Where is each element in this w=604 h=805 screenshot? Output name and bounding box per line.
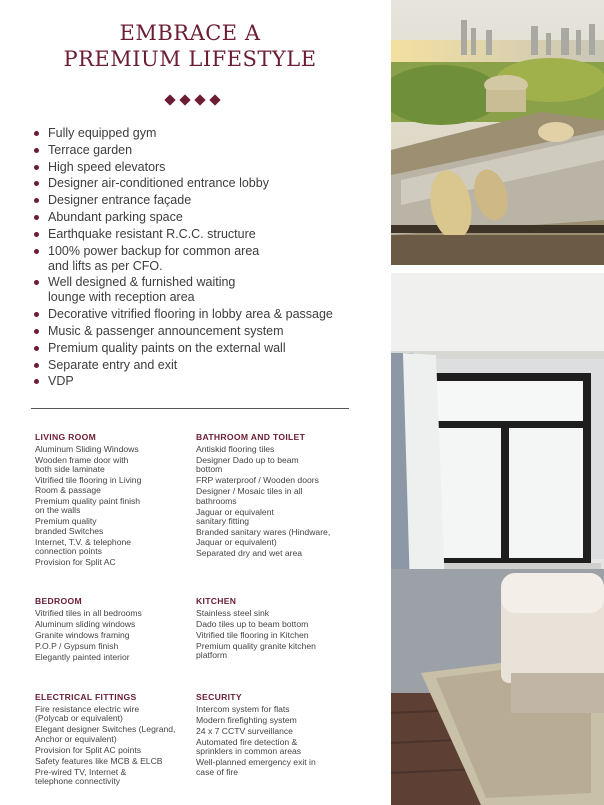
amenity-item: Decorative vitrified flooring in lobby area & passage	[30, 307, 375, 322]
spec-electrical	[35, 692, 185, 788]
terrace-photo	[391, 0, 604, 265]
spec-item: Designer / Mosaic tiles in all bathrooms	[196, 486, 303, 506]
spec-item: Intercom system for flats	[196, 704, 290, 714]
amenity-item: Well designed & furnished waiting lounge with reception area	[30, 275, 258, 305]
amenity-item: Designer entrance façade	[30, 193, 375, 208]
title-line-1: EMBRACE A	[119, 21, 261, 45]
amenities-list	[30, 126, 375, 391]
spec-item: Safety features like MCB & ELCB	[35, 755, 163, 766]
amenity-item: Designer air-conditioned entrance lobby	[30, 176, 375, 191]
amenity-item: Abundant parking space	[30, 210, 375, 225]
spec-item: FRP waterproof / Wooden doors	[196, 475, 319, 486]
spec-item: Provision for Split AC	[35, 557, 116, 568]
amenity-item: Separate entry and exit	[30, 358, 375, 373]
spec-item: Stainless steel sink	[196, 608, 270, 618]
spec-bedroom	[35, 596, 185, 664]
amenity-item: High speed elevators	[30, 160, 375, 175]
spec-item: Premium quality paint finish on the walls	[35, 495, 141, 516]
spec-item: Modern firefighting system	[196, 715, 297, 725]
spec-heading: BATHROOM AND TOILET	[196, 432, 306, 442]
spec-item: Aluminum sliding windows	[35, 619, 136, 629]
spec-heading: KITCHEN	[196, 596, 237, 606]
spec-item: Provision for Split AC points	[35, 744, 142, 755]
spec-item: Designer Dado up to beam bottom	[196, 455, 299, 475]
spec-bathroom	[196, 432, 356, 560]
spec-item: Internet, T.V. & telephone connection points	[35, 536, 132, 557]
amenity-item: Terrace garden	[30, 143, 375, 158]
amenity-item: 100% power backup for common area and lifts as per CFO.	[30, 244, 280, 274]
spec-item: P.O.P / Gypsum finish	[35, 641, 119, 651]
spec-item: Vitrified tile flooring in Kitchen	[196, 630, 309, 640]
amenity-item: VDP	[30, 374, 375, 389]
title-line-2: PREMIUM LIFESTYLE	[63, 47, 317, 71]
spec-kitchen	[196, 596, 356, 662]
page-title	[40, 20, 340, 72]
amenity-item: Earthquake resistant R.C.C. structure	[30, 227, 375, 242]
amenity-item: Fully equipped gym	[30, 126, 375, 141]
bedroom-photo	[391, 273, 604, 805]
section-divider	[31, 408, 349, 409]
spec-item: Separated dry and wet area	[196, 547, 303, 558]
spec-item: Vitrified tile flooring in Living Room & passage	[35, 475, 142, 495]
spec-item: Granite windows framing	[35, 630, 130, 640]
spec-item: Elegant designer Switches (Legrand, Anchor or equivalent)	[35, 724, 176, 744]
spec-item: Vitrified tiles in all bedrooms	[35, 608, 142, 618]
spec-heading: LIVING ROOM	[35, 432, 97, 442]
spec-item: Well-planned emergency exit in case of fire	[196, 757, 316, 777]
spec-heading: SECURITY	[196, 692, 242, 702]
spec-item: Elegantly painted interior	[35, 652, 130, 662]
spec-item: Jaguar or equivalent sanitary fitting	[196, 506, 274, 527]
spec-item: Dado tiles up to beam bottom	[196, 619, 309, 629]
amenity-item: Music & passenger announcement system	[30, 324, 375, 339]
spec-item: 24 x 7 CCTV surveillance	[196, 726, 293, 736]
spec-item: Antiskid flooring tiles	[196, 444, 275, 454]
spec-item: Aluminum Sliding Windows	[35, 444, 139, 454]
spec-item: Premium quality granite kitchen platform	[196, 641, 316, 661]
spec-item: Automated fire detection & sprinklers in common areas	[196, 737, 302, 757]
spec-living-room	[35, 432, 175, 569]
spec-item: Fire resistance electric wire (Polycab or equivalent)	[35, 704, 140, 724]
spec-heading: ELECTRICAL FITTINGS	[35, 692, 137, 702]
spec-heading: BEDROOM	[35, 596, 82, 606]
amenity-item: Premium quality paints on the external wall	[30, 341, 375, 356]
spec-security	[196, 692, 356, 779]
spec-item: Wooden frame door with both side laminate	[35, 455, 129, 475]
diamond-ornament	[162, 93, 232, 107]
spec-item: Premium quality branded Switches	[35, 516, 104, 536]
spec-item: Pre-wired TV, Internet & telephone connectivity	[35, 766, 127, 787]
spec-item: Branded sanitary wares (Hindware, Jaquar or equivalent)	[196, 527, 331, 547]
